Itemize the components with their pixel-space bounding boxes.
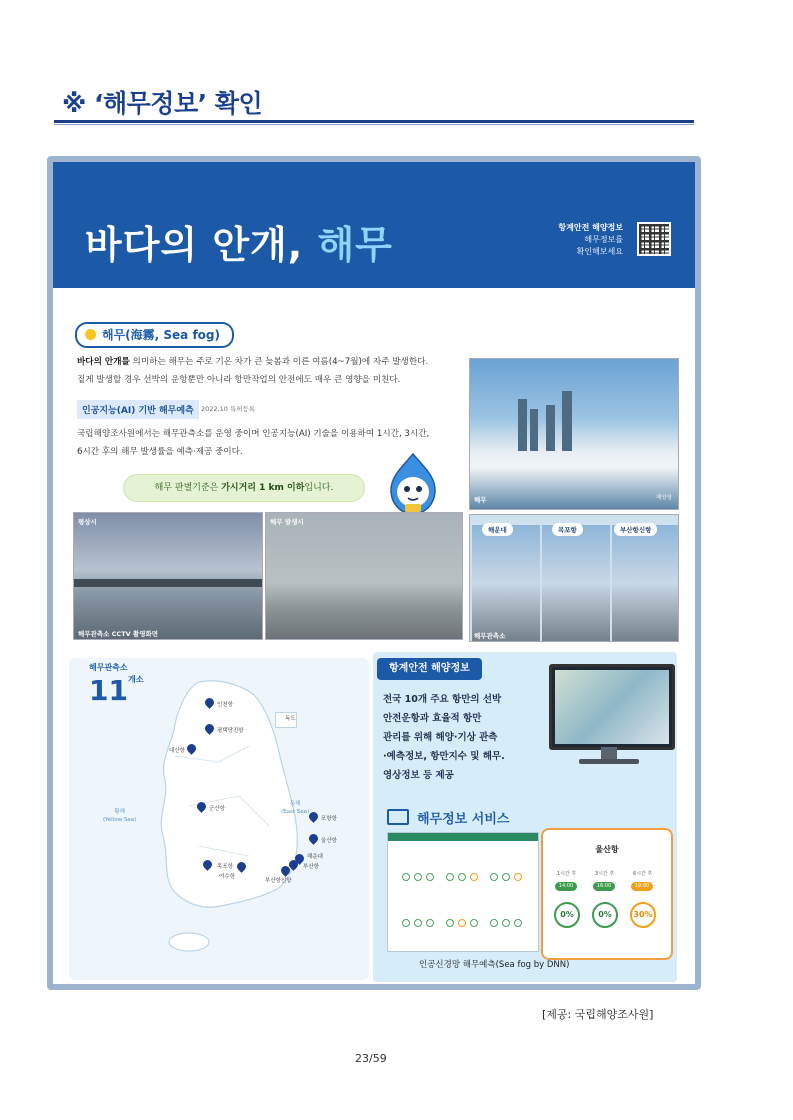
port-safety-info-desc: 전국 10개 주요 항만의 선박 안전운항과 효율적 항만 관리를 위해 해양·기상 관측 ·예측정보, 항만지수 및 해무. 영상정보 등 제공 (383, 694, 505, 781)
banner-qr-note: 항계안전 해양정보 해무정보를 확인해보세요 (558, 223, 623, 256)
ai-patent-date: 2022.10 특허등록 (201, 405, 256, 413)
water-drop-mascot (383, 452, 443, 518)
ai-forecast-desc-2: 6시간 후의 해무 발생률을 예측·제공 중이다. (77, 447, 243, 457)
east-sea-label: 동해 (East Sea) (281, 801, 310, 815)
fog-probability-3h: 0% (592, 902, 618, 928)
fog-probability-1h: 0% (554, 902, 580, 928)
fog-probability-6h: 30% (630, 902, 656, 928)
seafog-service-title: 해무정보 서비스 (387, 808, 509, 827)
ulsan-forecast-zoom: 울산항 1시간 후 3시간 후 6시간 후 14:00 16:00 19:00 0% 0% 30% (541, 828, 673, 960)
light-bulb-icon (85, 329, 96, 340)
section-title: ※ ‘해무정보’ 확인 (62, 89, 263, 118)
seafog-poster (47, 156, 701, 990)
page-number: 23/59 (355, 1052, 387, 1065)
west-sea-label: 황해 (Yellow Sea) (103, 809, 137, 823)
poster-banner (53, 162, 695, 288)
forecast-port: 울산항 (595, 845, 619, 854)
title-divider-thin (54, 124, 694, 125)
qr-code-icon[interactable] (637, 222, 671, 256)
station-map: 독도 황해 (Yellow Sea) 동해 (East Sea) 인천항 평택당진항 대산항 군산항 목포항 여수항 포항항 울산항 해운대 부산항 부산항신항 (69, 658, 369, 980)
poster-title: 바다의 안개, 해무 (85, 223, 393, 267)
korea-map (129, 676, 329, 976)
station-label: 해운대 (482, 523, 513, 536)
seafog-definition: 바다의 안개를 의미하는 해무는 주로 기온 차가 큰 늦봄과 이른 여름(4~7월)에 자주 발생한다. (77, 357, 429, 367)
station-count: $11^{개소}$ (89, 674, 144, 707)
station-label: 목포항 (552, 523, 583, 536)
port-safety-info-tab: 항계안전 해양정보 (377, 658, 482, 680)
fog-criterion: 해무 판별기준은 가시거리 1 km 이하입니다. (123, 474, 365, 502)
ai-forecast-desc-1: 국립해양조사원에서는 해무관측소를 운영 중이며 인공지능(AI) 기술을 이용하여 1시간, 3시간, (77, 429, 430, 439)
seafog-heading: 해무(海霧, Sea fog) (75, 322, 234, 348)
cctv-fog-photo: 해무 발생시 (265, 512, 463, 640)
seafog-impact: 짙게 발생할 경우 선박의 운항뿐만 아니라 항만작업의 안전에도 매우 큰 영향을 미친다. (77, 375, 401, 385)
title-divider (54, 120, 694, 123)
source-note: [제공: 국립해양조사원] (542, 1008, 654, 1021)
ai-forecast-tag: 인공지능(AI) 기반 해무예측 (77, 400, 199, 419)
station-label: 부산항신항 (614, 523, 657, 536)
haeundae-fog-photo: 해무 해양청 (469, 358, 679, 510)
observation-stations-photo: 해운대 목포항 부산항신항 해무관측소 (469, 514, 679, 642)
cctv-normal-photo: 평상시 해무관측소 CCTV 촬영화면 (73, 512, 263, 640)
monitor-image (549, 664, 675, 750)
monitor-icon (387, 809, 409, 825)
station-count-title: 해무관측소 (89, 663, 128, 672)
seafog-service-caption: 인공신경망 해무예측(Sea fog by DNN) (419, 960, 570, 970)
dokdo-label: 독도 (285, 716, 296, 722)
seafog-service-screenshot (387, 832, 539, 952)
agency-logo: 해양청 (656, 495, 672, 501)
